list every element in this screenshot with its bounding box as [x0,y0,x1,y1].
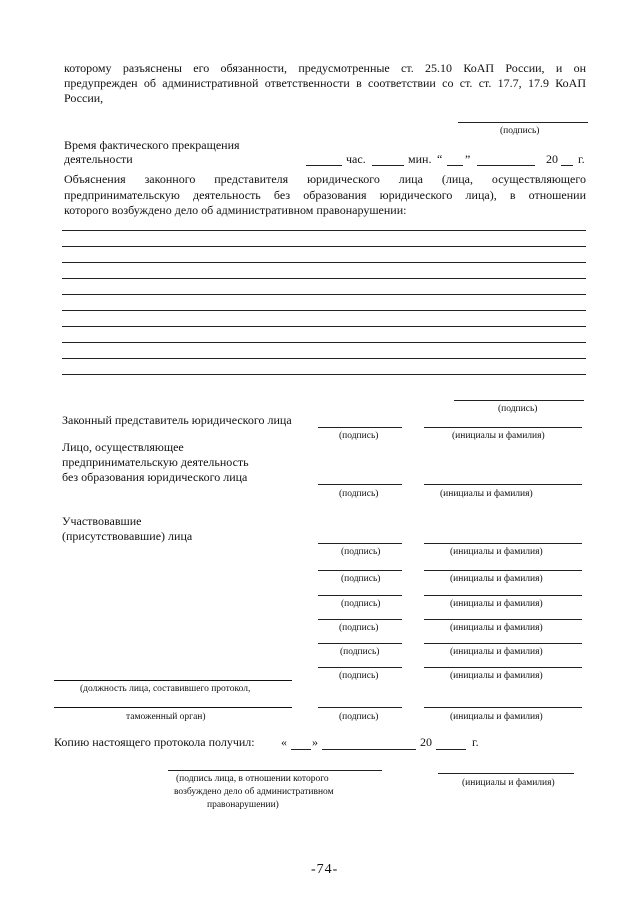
entrepreneur-signature-line[interactable] [318,484,402,485]
copy-day-field[interactable] [291,749,311,750]
end-time-day-field[interactable] [447,165,463,166]
legal-rep-name-line[interactable] [424,427,582,428]
intro-line-3: России, [64,91,104,105]
intro-line-1: которому разъяснены его обязанности, предусмотренные ст. 25.10 КоАП России, и он [64,61,586,75]
participant-4-signature-caption: (подпись) [339,623,379,633]
explanation-line[interactable] [62,230,586,231]
copy-open-quote: « [281,735,287,749]
copy-close-quote: » [312,735,318,749]
participant-5-name-caption: (инициалы и фамилия) [450,647,543,657]
copy-year-suffix: г. [472,735,479,749]
end-time-year-suffix: г. [578,152,585,166]
participant-6-name-line[interactable] [424,667,582,668]
copy-signature-line[interactable] [168,770,382,771]
end-time-month-field[interactable] [477,165,535,166]
official-caption-2: таможенный орган) [126,712,206,722]
entrepreneur-name-line[interactable] [424,484,582,485]
end-time-hour-label: час. [346,152,366,166]
copy-month-field[interactable] [322,749,416,750]
copy-year-field[interactable] [436,749,466,750]
official-name-caption: (инициалы и фамилия) [450,712,543,722]
participant-1-name-line[interactable] [424,543,582,544]
intro-signature-line [458,122,588,123]
end-time-label-1: Время фактического прекращения [64,138,240,152]
official-caption-1: (должность лица, составившего протокол, [80,684,251,694]
entrepreneur-label-1: Лицо, осуществляющее [62,440,184,454]
entrepreneur-signature-caption: (подпись) [339,489,379,499]
copy-year-prefix: 20 [420,735,432,749]
participant-2-signature-line[interactable] [318,570,402,571]
participant-3-signature-line[interactable] [318,595,402,596]
explanation-line[interactable] [62,246,586,247]
explanations-signature-caption: (подпись) [498,404,538,414]
participant-4-name-caption: (инициалы и фамилия) [450,623,543,633]
participant-6-name-caption: (инициалы и фамилия) [450,671,543,681]
participant-5-signature-caption: (подпись) [340,647,380,657]
page-number: -74- [311,862,339,877]
end-time-min-field[interactable] [372,165,404,166]
explanations-line-2: предпринимательскую деятельность без образования юридического лица), в отношении [64,188,586,202]
intro-signature-caption: (подпись) [500,126,540,136]
participant-3-name-caption: (инициалы и фамилия) [450,599,543,609]
official-signature-line[interactable] [318,707,402,708]
participant-6-signature-line[interactable] [318,667,402,668]
participant-3-signature-caption: (подпись) [341,599,381,609]
entrepreneur-label-2: предпринимательскую деятельность [62,455,249,469]
legal-rep-label: Законный представитель юридического лица [62,413,292,427]
end-time-year-prefix: 20 [546,152,558,166]
participant-1-signature-caption: (подпись) [341,547,381,557]
end-time-label-2: деятельности [64,152,133,166]
explanation-line[interactable] [62,262,586,263]
participant-2-name-line[interactable] [424,570,582,571]
end-time-min-label: мин. [408,152,432,166]
legal-rep-signature-line[interactable] [318,427,402,428]
participants-label-1: Участвовавшие [62,514,142,528]
explanation-line[interactable] [62,294,586,295]
end-time-year-field[interactable] [561,165,573,166]
official-signature-caption: (подпись) [339,712,379,722]
explanation-line[interactable] [62,326,586,327]
explanation-line[interactable] [62,278,586,279]
participant-5-signature-line[interactable] [318,643,402,644]
participant-2-signature-caption: (подпись) [341,574,381,584]
end-time-close-quote: ” [465,152,471,166]
legal-rep-name-caption: (инициалы и фамилия) [452,431,545,441]
participants-label-2: (присутствовавшие) лица [62,529,193,543]
legal-rep-signature-caption: (подпись) [339,431,379,441]
participant-4-signature-line[interactable] [318,619,402,620]
explanations-signature-line[interactable] [454,400,584,401]
end-time-open-quote: “ [437,152,443,166]
participant-5-name-line[interactable] [424,643,582,644]
participant-1-signature-line[interactable] [318,543,402,544]
intro-line-2: предупрежден об административной ответственности в соответствии со ст. ст. 17.7, 17.9 КоАП [64,76,586,90]
copy-received-label: Копию настоящего протокола получил: [54,735,255,749]
participant-3-name-line[interactable] [424,595,582,596]
entrepreneur-name-caption: (инициалы и фамилия) [440,489,533,499]
copy-name-caption: (инициалы и фамилия) [462,778,555,788]
end-time-hour-field[interactable] [306,165,342,166]
explanation-line[interactable] [62,310,586,311]
copy-caption-2: возбуждено дело об административном [174,787,334,797]
explanation-line[interactable] [62,374,586,375]
explanation-line[interactable] [62,342,586,343]
official-position-line[interactable] [54,680,292,681]
participant-1-name-caption: (инициалы и фамилия) [450,547,543,557]
participant-4-name-line[interactable] [424,619,582,620]
official-agency-line[interactable] [54,707,292,708]
official-name-line[interactable] [424,707,582,708]
participant-6-signature-caption: (подпись) [339,671,379,681]
entrepreneur-label-3: без образования юридического лица [62,470,248,484]
explanations-line-3: которого возбуждено дело об административном правонарушении: [64,203,407,217]
explanations-line-1: Объяснения законного представителя юридического лица (лица, осуществляющего [64,172,586,186]
copy-name-line[interactable] [438,773,574,774]
participant-2-name-caption: (инициалы и фамилия) [450,574,543,584]
copy-caption-3: правонарушении) [207,800,279,810]
explanation-line[interactable] [62,358,586,359]
copy-caption-1: (подпись лица, в отношении которого [176,774,329,784]
